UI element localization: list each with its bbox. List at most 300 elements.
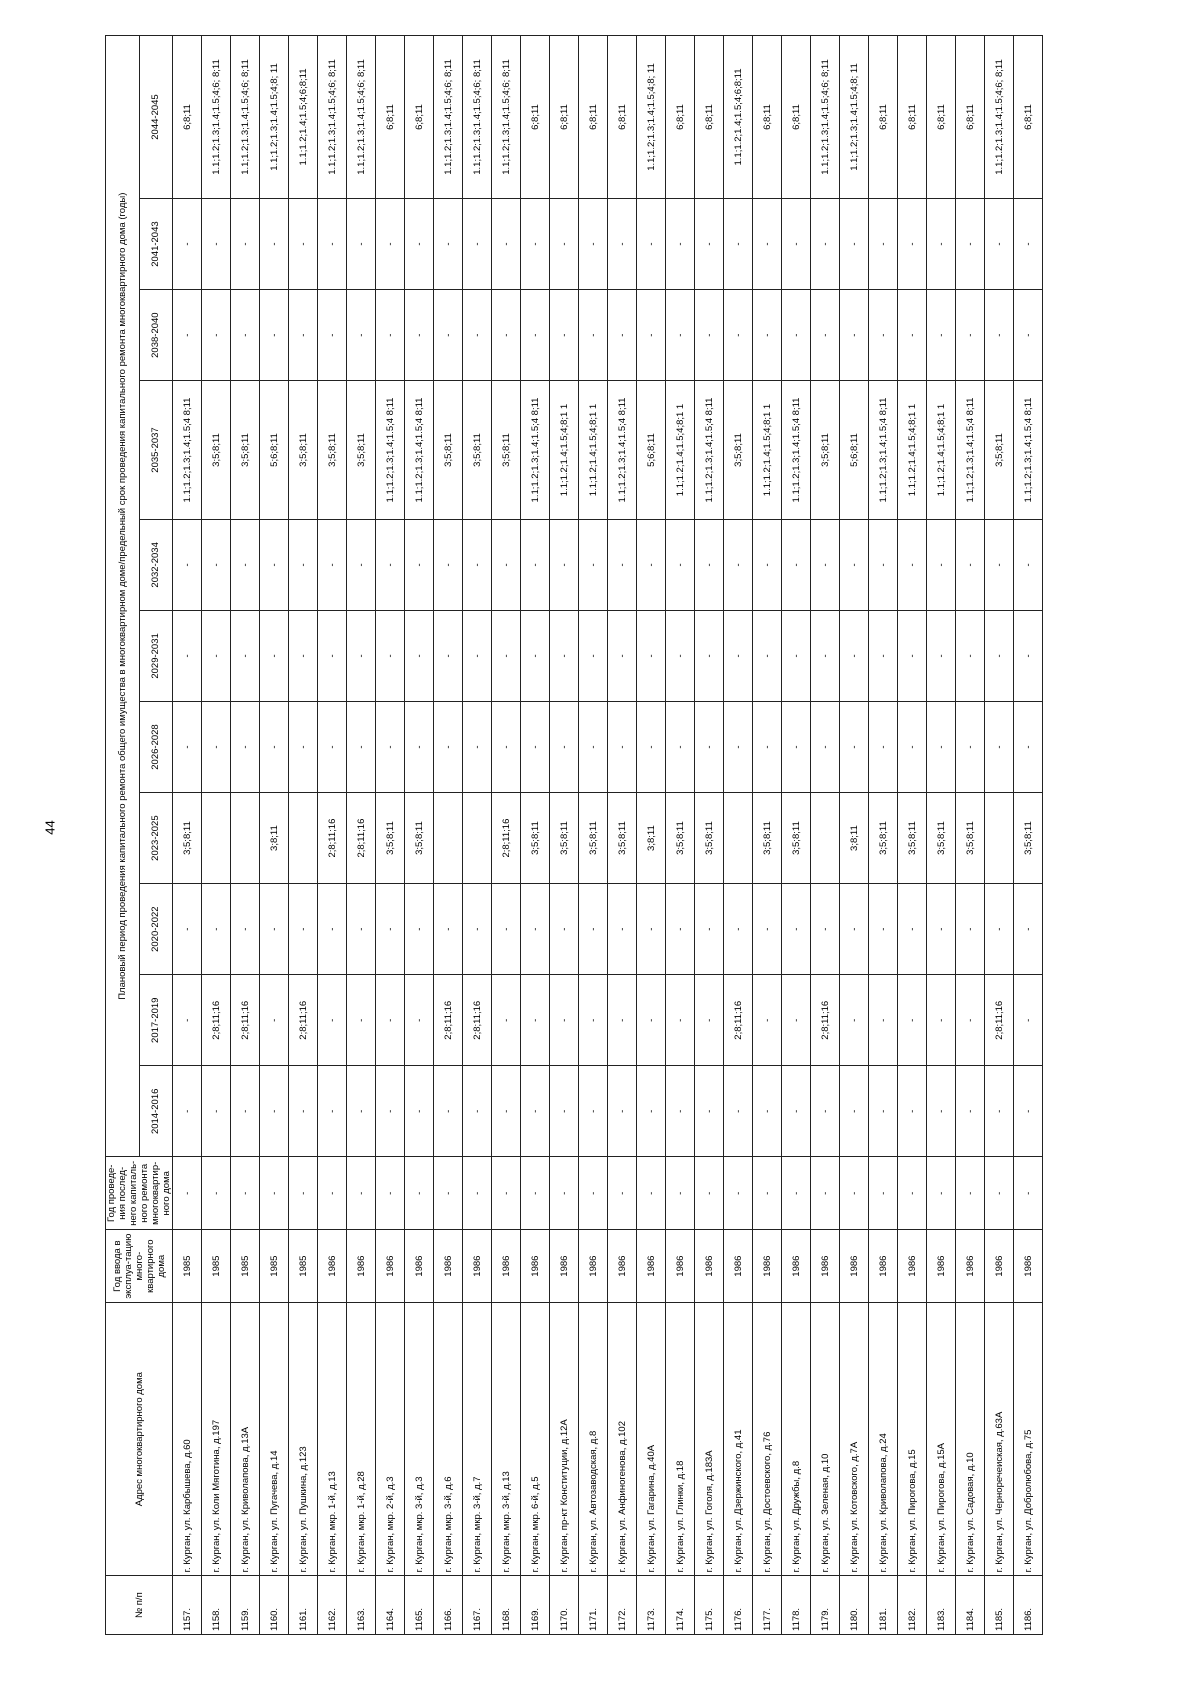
row-period-cell: - [405, 975, 434, 1066]
row-period-cell: - [376, 701, 405, 792]
row-period-cell: - [202, 1066, 231, 1157]
row-period-cell: 1.1;1.2;1.3;1.4;1.5;4 8;11 [695, 381, 724, 520]
row-period-cell: - [608, 975, 637, 1066]
row-period-cell: - [376, 884, 405, 975]
row-period-cell: - [724, 610, 753, 701]
header-period: 2023-2025 [139, 793, 173, 884]
row-period-cell [202, 793, 231, 884]
row-period-cell: - [347, 610, 376, 701]
row-address: г. Курган, ул. Коли Мяготина, д.197 [202, 1303, 231, 1576]
row-address: г. Курган, ул. Добролюбова, д.75 [1014, 1303, 1043, 1576]
row-period-cell: - [347, 884, 376, 975]
row-period-cell: - [173, 975, 202, 1066]
header-period: 2026-2028 [139, 701, 173, 792]
row-last-repair: - [202, 1157, 231, 1230]
row-period-cell: - [840, 701, 869, 792]
table-row [782, 36, 811, 1635]
row-period-cell: - [898, 610, 927, 701]
row-period-cell: - [840, 199, 869, 290]
row-period-cell: - [753, 199, 782, 290]
row-period-cell: - [318, 199, 347, 290]
row-period-cell: - [1014, 199, 1043, 290]
row-period-cell: 3;5;8;11 [347, 381, 376, 520]
row-period-cell: - [579, 290, 608, 381]
row-period-cell: - [202, 884, 231, 975]
row-period-cell [289, 793, 318, 884]
row-period-cell: - [173, 199, 202, 290]
row-period-cell: - [579, 701, 608, 792]
row-number: 1175. [695, 1576, 724, 1635]
table-row [521, 36, 550, 1635]
row-period-cell: - [666, 519, 695, 610]
row-period-cell: - [347, 519, 376, 610]
row-period-cell: - [927, 290, 956, 381]
row-period-cell: - [405, 884, 434, 975]
row-period-cell: - [724, 884, 753, 975]
header-period-group: Плановый период проведения капитального ремонта общего имущества в многоквартирном доме/предельный срок проведения капитального ремонта многоквартирного дома (годы) [106, 36, 140, 1157]
row-period-cell: - [550, 701, 579, 792]
row-period-cell: - [695, 290, 724, 381]
row-period-cell: - [869, 519, 898, 610]
row-period-cell: - [434, 610, 463, 701]
row-period-cell: - [695, 701, 724, 792]
row-period-cell: - [173, 519, 202, 610]
row-period-cell: - [289, 884, 318, 975]
row-period-cell: - [840, 610, 869, 701]
row-period-cell: - [1014, 610, 1043, 701]
row-period-cell: - [231, 1066, 260, 1157]
row-period-cell: - [1014, 884, 1043, 975]
header-period: 2032-2034 [139, 519, 173, 610]
row-address: г. Курган, ул. Пугачева, д.14 [260, 1303, 289, 1576]
row-year-built: 1985 [260, 1230, 289, 1303]
row-period-cell: 1.1;1.2;1.4;1.5;4;8;1 1 [579, 381, 608, 520]
row-period-cell: - [492, 1066, 521, 1157]
row-period-cell: - [898, 1066, 927, 1157]
row-year-built: 1986 [811, 1230, 840, 1303]
row-period-cell: 3;5;8;11 [1014, 793, 1043, 884]
row-period-cell: 1.1;1.2;1.3;1.4;1.5;4 8;11 [173, 381, 202, 520]
row-period-cell: 5;6;8;11 [637, 381, 666, 520]
row-year-built: 1986 [376, 1230, 405, 1303]
row-address: г. Курган, ул. Пирогова, д.15 [898, 1303, 927, 1576]
table-row [666, 36, 695, 1635]
row-address: г. Курган, мкр. 3-й, д.7 [463, 1303, 492, 1576]
row-period-cell: 3;5;8;11 [550, 793, 579, 884]
row-period-cell: 3;8;11 [637, 793, 666, 884]
row-period-cell: 3;5;8;11 [289, 381, 318, 520]
row-period-cell: 3;5;8;11 [376, 793, 405, 884]
row-period-cell: - [782, 199, 811, 290]
row-address: г. Курган, ул. Гагарина, д.40А [637, 1303, 666, 1576]
row-period-cell: - [289, 290, 318, 381]
row-period-cell: - [260, 610, 289, 701]
table-row [289, 36, 318, 1635]
row-period-cell: - [492, 610, 521, 701]
row-period-cell: 2;8;11;16 [347, 793, 376, 884]
row-period-cell: - [434, 701, 463, 792]
row-year-built: 1986 [840, 1230, 869, 1303]
row-period-cell: - [1014, 1066, 1043, 1157]
row-address: г. Курган, ул. Гоголя, д.183А [695, 1303, 724, 1576]
row-period-cell: - [753, 1066, 782, 1157]
row-year-built: 1986 [956, 1230, 985, 1303]
header-period: 2044-2045 [139, 36, 173, 199]
row-period-cell: - [782, 1066, 811, 1157]
row-period-cell: - [927, 1066, 956, 1157]
table-row [608, 36, 637, 1635]
row-period-cell: 6;8;11 [956, 36, 985, 199]
table-row [202, 36, 231, 1635]
row-period-cell: - [695, 975, 724, 1066]
row-period-cell: - [260, 199, 289, 290]
row-period-cell: - [695, 610, 724, 701]
row-period-cell: - [347, 290, 376, 381]
row-period-cell: - [956, 290, 985, 381]
row-period-cell: - [579, 1066, 608, 1157]
row-period-cell: 2;8;11;16 [492, 793, 521, 884]
row-period-cell: - [231, 884, 260, 975]
row-period-cell: - [811, 1066, 840, 1157]
row-address: г. Курган, ул. Анфиногенова, д.102 [608, 1303, 637, 1576]
table-row [463, 36, 492, 1635]
row-last-repair: - [318, 1157, 347, 1230]
row-period-cell: - [927, 519, 956, 610]
row-period-cell: - [173, 884, 202, 975]
row-period-cell: 1.1;1.2;1.3;1.4;1.5;4;8; 11 [840, 36, 869, 199]
row-period-cell: 3;5;8;11 [869, 793, 898, 884]
row-period-cell: 3;5;8;11 [695, 793, 724, 884]
row-period-cell: - [782, 701, 811, 792]
row-period-cell: - [666, 1066, 695, 1157]
row-period-cell: - [608, 199, 637, 290]
row-period-cell: - [318, 884, 347, 975]
row-period-cell: - [202, 290, 231, 381]
row-period-cell: - [869, 610, 898, 701]
row-year-built: 1986 [666, 1230, 695, 1303]
row-period-cell: - [724, 290, 753, 381]
row-period-cell: 5;6;8;11 [840, 381, 869, 520]
row-last-repair: - [463, 1157, 492, 1230]
row-period-cell: 3;5;8;11 [608, 793, 637, 884]
row-period-cell: - [956, 519, 985, 610]
row-period-cell: - [608, 290, 637, 381]
row-period-cell: 1.1;1.2;1.3;1.4;1.5;4;8; 11 [260, 36, 289, 199]
row-number: 1162. [318, 1576, 347, 1635]
row-number: 1185. [985, 1576, 1014, 1635]
row-period-cell: - [637, 884, 666, 975]
row-address: г. Курган, ул. Садовая, д.10 [956, 1303, 985, 1576]
row-period-cell: - [260, 290, 289, 381]
row-period-cell: 6;8;11 [579, 36, 608, 199]
header-year-built: Год ввода в эксплуа-тацию много-квартирного дома [106, 1230, 173, 1303]
row-period-cell: - [173, 610, 202, 701]
row-period-cell: - [869, 199, 898, 290]
row-period-cell: 1.1;1.2;1.3;1.4;1.5;4;6; 8;11 [985, 36, 1014, 199]
row-number: 1176. [724, 1576, 753, 1635]
row-period-cell: 2;8;11;16 [231, 975, 260, 1066]
row-period-cell: - [956, 975, 985, 1066]
row-period-cell: - [985, 884, 1014, 975]
row-period-cell: 1.1;1.2;1.3;1.4;1.5;4;6; 8;11 [202, 36, 231, 199]
table-row [753, 36, 782, 1635]
row-period-cell: - [231, 610, 260, 701]
row-period-cell: - [956, 701, 985, 792]
row-period-cell: 6;8;11 [405, 36, 434, 199]
row-period-cell: - [492, 199, 521, 290]
row-period-cell: - [463, 701, 492, 792]
row-period-cell: - [637, 610, 666, 701]
table-body [173, 36, 1043, 1635]
row-period-cell: - [608, 519, 637, 610]
row-address: г. Курган, мкр. 3-й, д.3 [405, 1303, 434, 1576]
row-year-built: 1986 [347, 1230, 376, 1303]
row-period-cell: - [289, 519, 318, 610]
row-last-repair: - [724, 1157, 753, 1230]
row-period-cell: - [927, 199, 956, 290]
table-row [347, 36, 376, 1635]
row-period-cell: 1.1;1.2;1.4;1.5;4;8;1 1 [666, 381, 695, 520]
row-period-cell [724, 793, 753, 884]
row-period-cell [985, 793, 1014, 884]
row-last-repair: - [492, 1157, 521, 1230]
row-period-cell: - [927, 975, 956, 1066]
row-period-cell: - [985, 290, 1014, 381]
row-number: 1163. [347, 1576, 376, 1635]
row-period-cell: - [985, 519, 1014, 610]
row-period-cell: - [521, 884, 550, 975]
repair-schedule-sheet [105, 35, 1105, 1635]
row-number: 1157. [173, 1576, 202, 1635]
row-number: 1159. [231, 1576, 260, 1635]
row-period-cell: - [173, 1066, 202, 1157]
row-period-cell: - [347, 975, 376, 1066]
page-number: 44 [42, 820, 58, 835]
row-period-cell: 3;5;8;11 [666, 793, 695, 884]
row-period-cell: - [753, 290, 782, 381]
row-period-cell: 6;8;11 [927, 36, 956, 199]
row-period-cell: - [521, 519, 550, 610]
row-address: г. Курган, ул. Пушкина, д.123 [289, 1303, 318, 1576]
row-period-cell: - [782, 290, 811, 381]
row-period-cell: - [550, 1066, 579, 1157]
row-period-cell: - [376, 519, 405, 610]
row-period-cell: 1.1;1.2;1.3;1.4;1.5;4;6; 8;11 [318, 36, 347, 199]
row-year-built: 1986 [695, 1230, 724, 1303]
row-period-cell: 1.1;1.2;1.3;1.4;1.5;4;6; 8;11 [463, 36, 492, 199]
row-period-cell: - [347, 701, 376, 792]
row-period-cell: 3;5;8;11 [898, 793, 927, 884]
row-period-cell: - [985, 1066, 1014, 1157]
row-last-repair: - [782, 1157, 811, 1230]
row-period-cell: 3;5;8;11 [753, 793, 782, 884]
row-period-cell: 6;8;11 [376, 36, 405, 199]
row-period-cell: 1.1;1.2;1.3;1.4;1.5;4 8;11 [1014, 381, 1043, 520]
row-address: г. Курган, ул. Глинки, д.18 [666, 1303, 695, 1576]
row-period-cell: - [492, 519, 521, 610]
row-period-cell: - [985, 610, 1014, 701]
row-period-cell: - [492, 701, 521, 792]
row-period-cell: 2;8;11;16 [724, 975, 753, 1066]
table-row [492, 36, 521, 1635]
row-year-built: 1986 [405, 1230, 434, 1303]
row-period-cell: - [782, 610, 811, 701]
row-address: г. Курган, ул. Криволапова, д.24 [869, 1303, 898, 1576]
row-period-cell: 1.1;1.2;1.3;1.4;1.5;4;6; 8;11 [434, 36, 463, 199]
row-period-cell: - [608, 701, 637, 792]
row-period-cell: 2;8;11;16 [318, 793, 347, 884]
row-period-cell: - [231, 199, 260, 290]
row-period-cell: - [782, 519, 811, 610]
row-period-cell: - [898, 290, 927, 381]
row-period-cell: 3;5;8;11 [927, 793, 956, 884]
row-year-built: 1986 [608, 1230, 637, 1303]
row-period-cell: 1.1;1.2;1.3;1.4;1.5;4;6; 8;11 [492, 36, 521, 199]
row-period-cell: 1.1;1.2;1.3;1.4;1.5;4;6; 8;11 [347, 36, 376, 199]
row-year-built: 1986 [753, 1230, 782, 1303]
row-period-cell: - [956, 610, 985, 701]
row-period-cell: - [753, 701, 782, 792]
row-last-repair: - [289, 1157, 318, 1230]
header-period: 2014-2016 [139, 1066, 173, 1157]
row-period-cell: - [753, 610, 782, 701]
row-period-cell: - [347, 1066, 376, 1157]
row-last-repair: - [869, 1157, 898, 1230]
row-period-cell: - [811, 701, 840, 792]
rotated-sheet-frame [105, 35, 1105, 1635]
row-period-cell [231, 793, 260, 884]
table-row [376, 36, 405, 1635]
row-period-cell: - [695, 1066, 724, 1157]
row-period-cell [811, 793, 840, 884]
row-period-cell: - [695, 884, 724, 975]
table-row [173, 36, 202, 1635]
table-row [1014, 36, 1043, 1635]
row-period-cell: - [173, 701, 202, 792]
row-period-cell: - [260, 701, 289, 792]
row-period-cell: - [927, 884, 956, 975]
row-period-cell: - [579, 610, 608, 701]
row-number: 1186. [1014, 1576, 1043, 1635]
table-row [405, 36, 434, 1635]
row-period-cell: - [521, 1066, 550, 1157]
row-period-cell: - [202, 701, 231, 792]
row-address: г. Курган, мкр. 3-й, д.13 [492, 1303, 521, 1576]
row-number: 1167. [463, 1576, 492, 1635]
row-period-cell: - [463, 199, 492, 290]
row-year-built: 1986 [724, 1230, 753, 1303]
row-period-cell: 3;5;8;11 [318, 381, 347, 520]
row-period-cell: - [898, 701, 927, 792]
row-year-built: 1986 [318, 1230, 347, 1303]
row-last-repair: - [550, 1157, 579, 1230]
row-period-cell: - [521, 701, 550, 792]
row-period-cell [434, 793, 463, 884]
row-period-cell: - [1014, 701, 1043, 792]
row-year-built: 1986 [463, 1230, 492, 1303]
row-period-cell: 3;5;8;11 [492, 381, 521, 520]
row-period-cell: - [289, 199, 318, 290]
row-period-cell: 1.1;1.2;1.3;1.4;1.5;4 8;11 [405, 381, 434, 520]
row-last-repair: - [260, 1157, 289, 1230]
row-period-cell: 6;8;11 [550, 36, 579, 199]
row-last-repair: - [608, 1157, 637, 1230]
row-period-cell: 2;8;11;16 [202, 975, 231, 1066]
header-period: 2035-2037 [139, 381, 173, 520]
row-period-cell: - [318, 975, 347, 1066]
row-period-cell: 2;8;11;16 [434, 975, 463, 1066]
row-period-cell: - [231, 519, 260, 610]
row-year-built: 1986 [637, 1230, 666, 1303]
row-address: г. Курган, ул. Автозаводская, д.8 [579, 1303, 608, 1576]
row-period-cell: - [695, 199, 724, 290]
row-period-cell: - [550, 610, 579, 701]
row-period-cell: - [956, 199, 985, 290]
table-row [550, 36, 579, 1635]
row-period-cell: 3;5;8;11 [173, 793, 202, 884]
table-row [318, 36, 347, 1635]
row-year-built: 1986 [434, 1230, 463, 1303]
row-address: г. Курган, пр-кт Конституции, д.12А [550, 1303, 579, 1576]
row-year-built: 1985 [289, 1230, 318, 1303]
row-period-cell: - [637, 199, 666, 290]
row-address: г. Курган, ул. Достоевского, д.76 [753, 1303, 782, 1576]
row-address: г. Курган, мкр. 6-й, д.5 [521, 1303, 550, 1576]
row-period-cell: - [985, 199, 1014, 290]
row-period-cell: - [405, 519, 434, 610]
row-period-cell: - [173, 290, 202, 381]
header-period: 2029-2031 [139, 610, 173, 701]
row-period-cell: - [376, 1066, 405, 1157]
row-period-cell: - [434, 1066, 463, 1157]
row-number: 1182. [898, 1576, 927, 1635]
row-number: 1160. [260, 1576, 289, 1635]
row-period-cell: - [956, 1066, 985, 1157]
row-period-cell: - [637, 1066, 666, 1157]
table-row [579, 36, 608, 1635]
row-last-repair: - [840, 1157, 869, 1230]
row-period-cell: - [1014, 519, 1043, 610]
row-period-cell: - [231, 701, 260, 792]
row-period-cell: - [434, 884, 463, 975]
header-num: № п/п [106, 1576, 173, 1635]
row-period-cell: 3;5;8;11 [521, 793, 550, 884]
row-period-cell: - [463, 610, 492, 701]
table-row [695, 36, 724, 1635]
row-period-cell: 1.1;1.2;1.3;1.4;1.5;4 8;11 [376, 381, 405, 520]
row-period-cell: 1.1;1.2;1.3;1.4;1.5;4;6; 8;11 [811, 36, 840, 199]
row-period-cell: 6;8;11 [898, 36, 927, 199]
row-period-cell: 1.1;1.2;1.4;1.5;4;8;1 1 [550, 381, 579, 520]
row-period-cell [463, 793, 492, 884]
row-year-built: 1986 [782, 1230, 811, 1303]
row-last-repair: - [405, 1157, 434, 1230]
row-last-repair: - [376, 1157, 405, 1230]
row-period-cell: - [550, 290, 579, 381]
row-period-cell: 3;5;8;11 [985, 381, 1014, 520]
row-number: 1180. [840, 1576, 869, 1635]
row-period-cell: 1.1;1.2;1.4;1.5;4;6;8;11 [289, 36, 318, 199]
row-period-cell: - [550, 519, 579, 610]
row-period-cell: 2;8;11;16 [985, 975, 1014, 1066]
row-period-cell: 3;5;8;11 [202, 381, 231, 520]
row-period-cell: 5;6;8;11 [260, 381, 289, 520]
row-number: 1181. [869, 1576, 898, 1635]
row-period-cell: - [463, 1066, 492, 1157]
row-period-cell: 6;8;11 [869, 36, 898, 199]
row-period-cell: 6;8;11 [608, 36, 637, 199]
row-period-cell: - [753, 519, 782, 610]
